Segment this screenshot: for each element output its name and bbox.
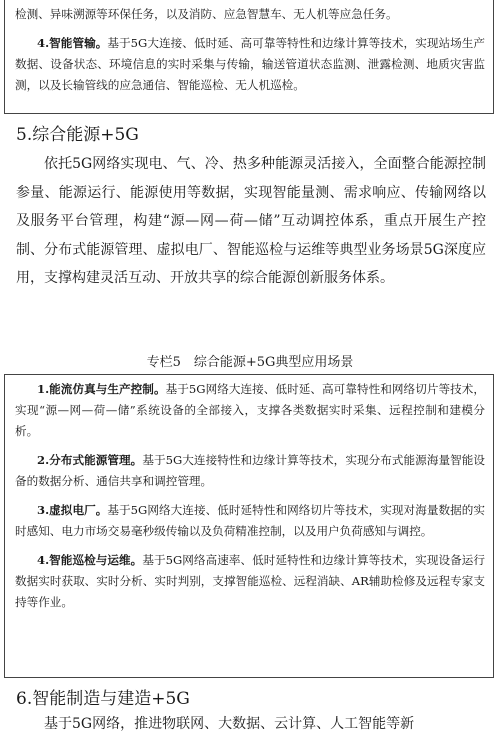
- column-item-1-text: 基于5G网络大连接、低时延、高可靠特性和网络切片等技术，实现“源—网—荷—储”系统设备的全部接入，支撑各类数据实时采集、远程控制和建模分析。: [15, 382, 486, 438]
- column-item-3-text: 基于5G网络大连接、低时延特性和网络切片等技术，实现对海量数据的实时感知、电力市场交易毫秒级传输以及负荷精准控制，以及用户负荷感知与调控。: [15, 503, 486, 538]
- column-5-title: 专栏5 综合能源+5G典型应用场景: [146, 355, 354, 370]
- section-5-paragraph: 依托5G网络实现电、气、冷、热多种能源灵活接入，全面整合能源控制参量、能源运行、能源使用等数据，实现智能量测、需求响应、传输网络以及服务平台管理，构建“源—网—荷—储”互动调控体系，重点开展生产控制、分布式能源管理、虚拟电厂、智能巡检与运维等典型业务场景5G深度应用，支撑构建灵活互动、开放共享的综合能源创新服务体系。: [16, 156, 486, 286]
- column-5-box: [4, 374, 494, 678]
- section-6-paragraph: 基于5G网络，推进物联网、大数据、云计算、人工智能等新: [44, 716, 415, 732]
- pipeline-scenario-box: [4, 0, 494, 114]
- column-item-1: [15, 379, 485, 442]
- smart-pipeline-label: 4.智能管输。: [37, 36, 108, 50]
- column-item-4: [15, 550, 485, 613]
- column-item-1-label: 1.能流仿真与生产控制。: [37, 382, 166, 396]
- section-5-heading: 5.综合能源+5G: [16, 125, 139, 145]
- column-item-4-label: 4.智能巡检与运维。: [37, 553, 143, 567]
- column-item-2-label: 2.分布式能源管理。: [37, 453, 143, 467]
- smart-pipeline-item: [15, 33, 485, 96]
- smart-pipeline-text: 基于5G大连接、低时延、高可靠等特性和边缘计算等技术，实现站场生产数据、设备状态、环境信息的实时采集与传输，输送管道状态监测、泄露检测、地质灾害监测，以及长输管线的应急通信、智能巡检、无人机巡检。: [15, 36, 486, 92]
- column-item-2: [15, 450, 485, 492]
- column-item-3: [15, 500, 485, 542]
- column-item-2-text: 基于5G大连接特性和边缘计算等技术，实现分布式能源海量智能设备的数据分析、通信共享和调控管理。: [15, 453, 485, 488]
- previous-item-continuation: 检测、异味溯源等环保任务，以及消防、应急智慧车、无人机等应急任务。: [15, 7, 398, 21]
- column-item-3-label: 3.虚拟电厂。: [37, 503, 108, 517]
- section-6-heading: 6.智能制造与建造+5G: [16, 689, 190, 709]
- column-item-4-text: 基于5G网络高速率、低时延特性和边缘计算等技术，实现设备运行数据实时获取、实时分析、实时判别，支撑智能巡检、远程消缺、AR辅助检修及远程专家支持等作业。: [15, 553, 485, 609]
